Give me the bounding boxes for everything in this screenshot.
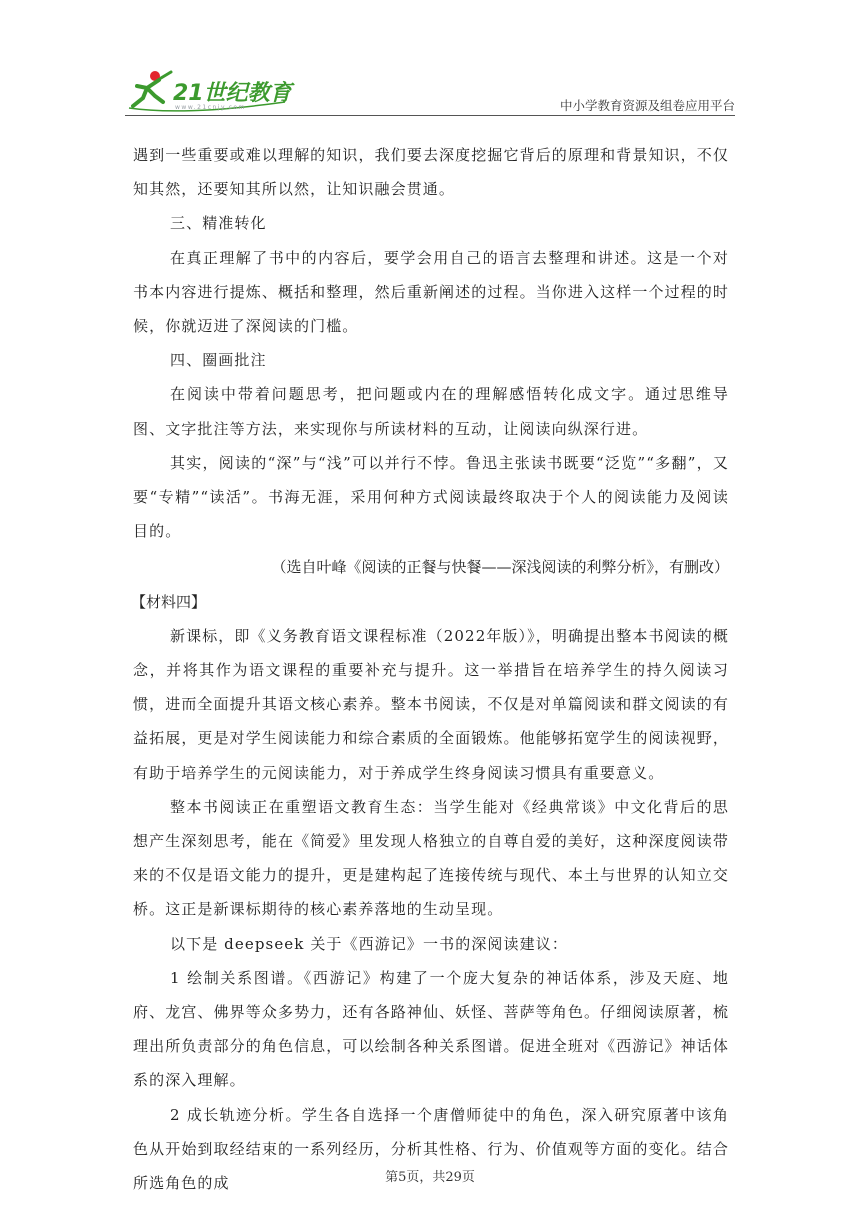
paragraph: 遇到一些重要或难以理解的知识，我们要去深度挖掘它背后的原理和背景知识，不仅知其然，还要知其所以然，让知识融会贯通。 xyxy=(133,146,729,199)
header-divider xyxy=(125,115,735,116)
source-citation: （选自叶峰《阅读的正餐与快餐——深浅阅读的利弊分析》，有删改） xyxy=(271,558,729,577)
section-heading: 三、精准转化 xyxy=(170,214,267,233)
paragraph: 1 绘制关系图谱。《西游记》构建了一个庞大复杂的神话体系，涉及天庭、地府、龙宫、佛界等众多势力，还有各路神仙、妖怪、菩萨等角色。仔细阅读原著，梳理出所负责部分的角色信息，可以绘制各种关系图谱。促进全班对《西游记》神话体系的深入理解。 xyxy=(133,968,729,1090)
platform-name: 中小学教育资源及组卷应用平台 xyxy=(559,98,735,113)
document-body xyxy=(133,138,729,1200)
paragraph: 在真正理解了书中的内容后，要学会用自己的语言去整理和讲述。这是一个对书本内容进行提炼、概括和整理，然后重新阐述的过程。当你进入这样一个过程的时候，你就迈进了深阅读的门槛。 xyxy=(133,248,729,336)
paragraph: 2 成长轨迹分析。学生各自选择一个唐僧师徒中的角色，深入研究原著中该角色从开始到取经结束的一系列经历，分析其性格、行为、价值观等方面的变化。结合所选角色的成 xyxy=(133,1105,729,1193)
logo-url: www.21cnjy.com xyxy=(175,104,246,111)
paragraph: 其实，阅读的“深”与“浅”可以并行不悖。鲁迅主张读书既要“泛览”“多翻”，又要“专精”“读活”。书海无涯，采用何种方式阅读最终取决于个人的阅读能力及阅读目的。 xyxy=(133,453,729,541)
site-logo xyxy=(125,66,295,114)
section-heading: 四、圈画批注 xyxy=(170,351,267,370)
page-number: 第5页，共29页 xyxy=(385,1170,475,1185)
material-label: 【材料四】 xyxy=(131,592,207,611)
paragraph: 以下是 deepseek 关于《西游记》一书的深阅读建议： xyxy=(170,934,568,953)
paragraph: 新课标，即《义务教育语文课程标准（2022年版）》，明确提出整本书阅读的概念，并将其作为语文课程的重要补充与提升。这一举措旨在培养学生的持久阅读习惯，进而全面提升其语文核心素养。整本书阅读，不仅是对单篇阅读和群文阅读的有益拓展，更是对学生阅读能力和综合素质的全面锻炼。他能够拓宽学生的阅读视野，有助于培养学生的元阅读能力，对于养成学生终身阅读习惯具有重要意义。 xyxy=(133,626,729,782)
page-header xyxy=(125,66,735,116)
paragraph: 在阅读中带着问题思考，把问题或内在的理解感悟转化成文字。通过思维导图、文字批注等方法，来实现你与所读材料的互动，让阅读向纵深行进。 xyxy=(133,385,729,438)
paragraph: 整本书阅读正在重塑语文教育生态：当学生能对《经典常谈》中文化背后的思想产生深刻思考，能在《简爱》里发现人格独立的自尊自爱的美好，这种深度阅读带来的不仅是语文能力的提升，更是建构起了连接传统与现代、本土与世界的认知立交桥。这正是新课标期待的核心素养落地的生动呈现。 xyxy=(133,797,729,919)
svg-text:21世纪教育: 21世纪教育 xyxy=(173,81,292,106)
